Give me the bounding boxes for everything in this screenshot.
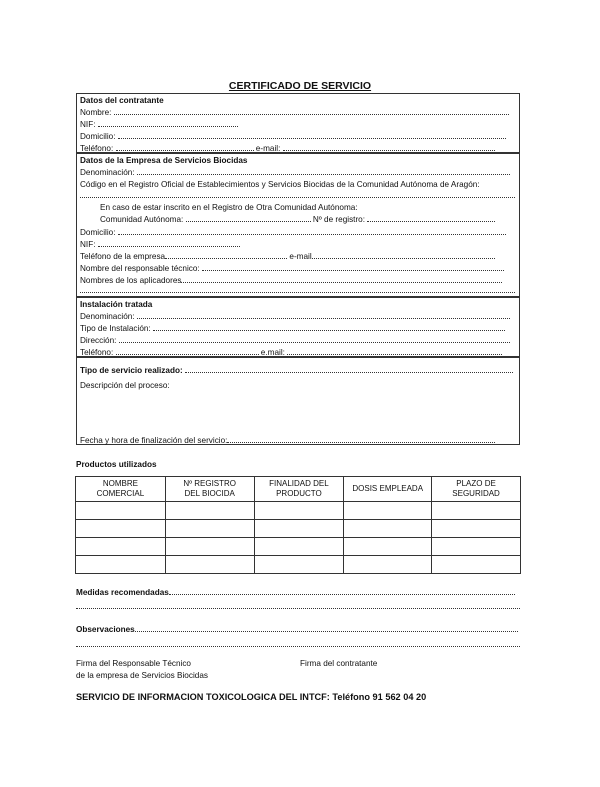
empresa-header: Datos de la Empresa de Servicios Biocidas [80,156,248,165]
productos-table [75,476,521,574]
tipo-instalacion-label: Tipo de Instalación: [80,324,151,333]
empresa-telefono-field[interactable] [165,251,287,259]
empresa-email-field[interactable] [312,251,495,259]
contratante-header: Datos del contratante [80,96,164,105]
empresa-nif-field[interactable] [98,239,240,247]
table-header-row [76,477,521,502]
responsable-label: Nombre del responsable técnico: [80,264,200,273]
fecha-field[interactable] [227,435,495,443]
firma-responsable-line2: de la empresa de Servicios Biocidas [76,671,208,680]
fecha-label: Fecha y hora de finalización del servicio: [80,436,228,445]
empresa-telefono-label: Teléfono de la empresa [80,252,166,261]
col-finalidad: FINALIDAD DEL PRODUCTO [254,477,344,502]
domicilio-field[interactable] [118,131,506,139]
nombre-label: Nombre: [80,108,112,117]
instalacion-header: Instalación tratada [80,300,153,309]
observaciones-label: Observaciones [76,625,135,634]
email-label: e-mail: [255,144,281,153]
nif-label: NIF: [80,120,96,129]
medidas-field-2[interactable] [76,608,520,609]
inst-email-field[interactable] [287,347,502,355]
observaciones-field-2[interactable] [76,646,520,647]
telefono-label: Teléfono: [80,144,114,153]
table-row [76,556,521,574]
tipo-servicio-field[interactable] [185,365,513,373]
telefono-field[interactable] [116,143,254,151]
empresa-email-label: e-mail [289,252,312,261]
page-title: CERTIFICADO DE SERVICIO [228,80,372,92]
inst-denominacion-label: Denominación: [80,312,135,321]
col-plazo: PLAZO DE SEGURIDAD [432,477,521,502]
col-nombre-comercial: NOMBRE COMERCIAL [76,477,166,502]
table-row [76,538,521,556]
email-field[interactable] [283,143,495,151]
aplicadores-field-2[interactable] [80,292,515,293]
productos-header: Productos utilizados [76,460,157,469]
col-dosis: DOSIS EMPLEADA [344,477,432,502]
direccion-label: Dirección: [80,336,117,345]
nombre-field[interactable] [114,107,509,115]
aplicadores-label: Nombres de los aplicadores [80,276,182,285]
inst-email-label: e.mail: [260,348,285,357]
observaciones-field[interactable] [135,624,518,632]
otra-registro-label: En caso de estar inscrito en el Registro de Otra Comunidad Autónoma: [100,203,358,212]
inst-telefono-label: Teléfono: [80,348,114,357]
empresa-domicilio-field[interactable] [118,227,506,235]
denominacion-label: Denominación: [80,168,135,177]
empresa-domicilio-label: Domicilio: [80,228,116,237]
comunidad-label: Comunidad Autónoma: [100,215,184,224]
codigo-label: Código en el Registro Oficial de Establecimientos y Servicios Biocidas de la Comunidad Autónoma de Aragón: [80,180,480,189]
col-registro-biocida: Nº REGISTRO DEL BIOCIDA [165,477,254,502]
num-registro-field[interactable] [367,214,495,222]
tipo-servicio-label: Tipo de servicio realizado: [80,366,183,375]
descripcion-label: Descripción del proceso: [80,381,170,390]
direccion-field[interactable] [119,335,510,343]
firma-contratante: Firma del contratante [300,659,378,668]
comunidad-field[interactable] [186,214,311,222]
domicilio-label: Domicilio: [80,132,116,141]
footer-text: SERVICIO DE INFORMACION TOXICOLOGICA DEL INTCF: Teléfono 91 562 04 20 [76,692,427,702]
inst-telefono-field[interactable] [116,347,259,355]
num-registro-label: Nº de registro: [312,215,365,224]
inst-denominacion-field[interactable] [137,311,510,319]
medidas-field[interactable] [169,587,515,595]
tipo-instalacion-field[interactable] [153,323,505,331]
aplicadores-field[interactable] [181,275,502,283]
table-row [76,520,521,538]
nif-field[interactable] [98,119,238,127]
firma-responsable-line1: Firma del Responsable Técnico [76,659,191,668]
denominacion-field[interactable] [137,167,510,175]
empresa-nif-label: NIF: [80,240,96,249]
table-row [76,502,521,520]
responsable-field[interactable] [202,263,504,271]
medidas-label: Medidas recomendadas [76,588,169,597]
codigo-field[interactable] [80,197,515,198]
